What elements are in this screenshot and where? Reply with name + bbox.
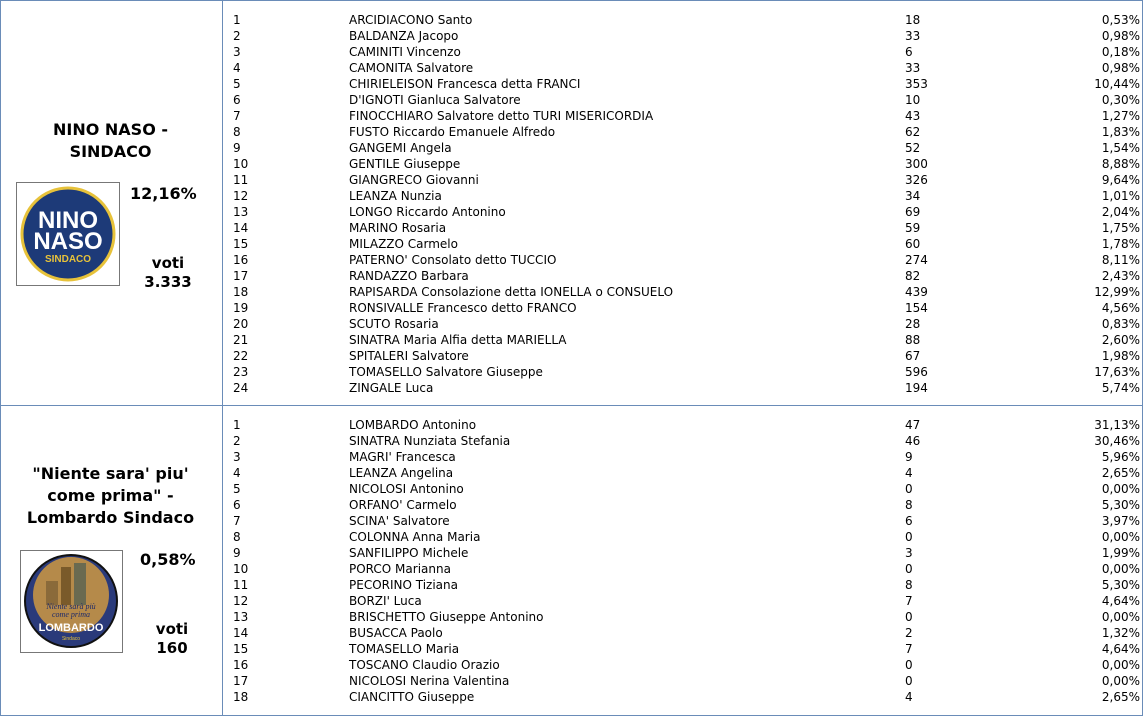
candidate-number: 12 [233,189,249,203]
candidate-row [223,417,1142,433]
candidate-percentage: 30,46% [1094,434,1140,448]
candidate-percentage: 1,78% [1101,237,1140,251]
list-info-panel [1,1,223,405]
candidate-name: LEANZA Angelina [349,466,454,480]
candidate-votes: 439 [905,285,928,299]
candidate-name: RANDAZZO Barbara [349,269,469,283]
candidate-row [223,316,1142,332]
candidate-votes: 18 [905,13,921,27]
candidate-row [223,625,1142,641]
candidate-number: 5 [233,77,241,91]
candidate-votes: 10 [905,93,921,107]
candidate-row [223,657,1142,673]
candidate-percentage: 0,00% [1101,482,1140,496]
candidate-row [223,268,1142,284]
candidate-name: CAMINITI Vincenzo [349,45,461,59]
candidate-row [223,44,1142,60]
candidate-name: SINATRA Maria Alfia detta MARIELLA [349,333,567,347]
candidate-number: 9 [233,546,241,560]
candidate-name: TOSCANO Claudio Orazio [349,658,500,672]
candidate-votes: 60 [905,237,921,251]
candidate-percentage: 9,64% [1101,173,1140,187]
candidate-votes: 33 [905,61,921,75]
svg-text:SINDACO: SINDACO [44,254,92,265]
candidate-percentage: 0,00% [1101,530,1140,544]
candidate-name: NICOLOSI Nerina Valentina [349,674,510,688]
candidate-percentage: 5,30% [1101,578,1140,592]
candidate-row [223,204,1142,220]
candidate-votes: 0 [905,658,913,672]
candidate-name: SCUTO Rosaria [349,317,439,331]
candidate-name: CIANCITTO Giuseppe [349,690,475,704]
candidate-name: D'IGNOTI Gianluca Salvatore [349,93,521,107]
candidate-number: 20 [233,317,249,331]
candidate-votes: 274 [905,253,928,267]
candidate-number: 8 [233,125,241,139]
candidate-name: CHIRIELEISON Francesca detta FRANCI [349,77,581,91]
candidate-number: 10 [233,157,249,171]
candidate-number: 16 [233,253,249,267]
candidate-number: 13 [233,205,249,219]
candidate-percentage: 2,65% [1101,466,1140,480]
candidate-percentage: 1,83% [1101,125,1140,139]
candidate-number: 24 [233,381,249,395]
candidate-percentage: 2,65% [1101,690,1140,704]
candidate-votes: 47 [905,418,921,432]
candidate-row [223,380,1142,396]
candidate-name: ZINGALE Luca [349,381,434,395]
candidate-percentage: 2,04% [1101,205,1140,219]
candidate-votes: 46 [905,434,921,448]
candidate-number: 11 [233,578,249,592]
candidate-row [223,188,1142,204]
candidate-votes: 0 [905,674,913,688]
candidate-percentage: 0,00% [1101,610,1140,624]
list-votes [133,254,203,292]
candidate-votes: 88 [905,333,921,347]
candidate-votes: 326 [905,173,928,187]
candidate-number: 11 [233,173,249,187]
candidate-row [223,236,1142,252]
candidate-number: 12 [233,594,249,608]
candidate-number: 18 [233,690,249,704]
candidate-percentage: 1,98% [1101,349,1140,363]
candidate-name: SCINA' Salvatore [349,514,450,528]
candidate-percentage: 1,32% [1101,626,1140,640]
candidate-votes: 52 [905,141,921,155]
candidate-number: 7 [233,514,241,528]
candidate-row [223,545,1142,561]
candidate-percentage: 5,30% [1101,498,1140,512]
candidate-number: 6 [233,93,241,107]
candidate-percentage: 0,53% [1101,13,1140,27]
candidate-number: 17 [233,674,249,688]
candidate-row [223,497,1142,513]
candidate-votes: 0 [905,610,913,624]
candidate-row [223,689,1142,705]
candidate-votes: 194 [905,381,928,395]
candidate-percentage: 8,11% [1101,253,1140,267]
candidate-number: 1 [233,13,241,27]
candidate-number: 7 [233,109,241,123]
candidate-row [223,593,1142,609]
candidate-row [223,108,1142,124]
candidate-percentage: 1,99% [1101,546,1140,560]
candidate-name: CAMONITA Salvatore [349,61,474,75]
candidate-number: 17 [233,269,249,283]
candidate-votes: 59 [905,221,921,235]
candidate-number: 8 [233,530,241,544]
candidate-percentage: 8,88% [1101,157,1140,171]
svg-text:Niente sarà più: Niente sarà più [46,602,96,611]
candidate-name: LEANZA Nunzia [349,189,442,203]
candidate-number: 13 [233,610,249,624]
candidate-number: 15 [233,237,249,251]
votes-value: 3.333 [144,273,192,291]
candidate-name: MARINO Rosaria [349,221,447,235]
candidate-name: FUSTO Riccardo Emanuele Alfredo [349,125,556,139]
candidate-votes: 4 [905,690,913,704]
candidate-name: BORZI' Luca [349,594,422,608]
candidate-votes: 2 [905,626,913,640]
candidate-percentage: 0,00% [1101,658,1140,672]
candidate-name: FINOCCHIARO Salvatore detto TURI MISERICORDIA [349,109,654,123]
candidate-table [223,417,1142,705]
candidate-name: SPITALERI Salvatore [349,349,469,363]
candidate-votes: 67 [905,349,921,363]
candidate-number: 3 [233,45,241,59]
candidate-name: BRISCHETTO Giuseppe Antonino [349,610,544,624]
candidate-row [223,172,1142,188]
votes-label: voti [151,254,185,272]
candidate-number: 1 [233,418,241,432]
candidate-votes: 62 [905,125,921,139]
svg-text:come prima: come prima [52,610,90,619]
candidate-row [223,76,1142,92]
candidate-row [223,641,1142,657]
candidate-row [223,673,1142,689]
nino-naso-logo-icon [17,183,119,285]
candidate-row [223,513,1142,529]
candidate-row [223,12,1142,28]
list-votes [137,620,207,658]
candidate-row [223,609,1142,625]
candidate-name: BUSACCA Paolo [349,626,443,640]
candidate-percentage: 4,56% [1101,301,1140,315]
list-name-line: NINO NASO - [52,120,168,139]
candidate-name: LONGO Riccardo Antonino [349,205,506,219]
candidate-row [223,449,1142,465]
list-name-line: SINDACO [69,142,152,161]
candidate-votes: 8 [905,498,913,512]
candidate-percentage: 4,64% [1101,594,1140,608]
candidate-name: GANGEMI Angela [349,141,452,155]
candidate-row [223,481,1142,497]
list-name [5,463,216,529]
candidate-votes: 28 [905,317,921,331]
candidate-votes: 33 [905,29,921,43]
candidate-votes: 0 [905,482,913,496]
candidate-percentage: 0,98% [1101,61,1140,75]
svg-text:Sindaco: Sindaco [61,636,81,642]
candidate-number: 6 [233,498,241,512]
list-logo [16,182,120,286]
candidate-percentage: 17,63% [1094,365,1140,379]
list-percentage: 0,58% [140,550,196,569]
candidate-name: PECORINO Tiziana [349,578,458,592]
candidate-percentage: 0,00% [1101,674,1140,688]
candidate-number: 3 [233,450,241,464]
candidate-row [223,284,1142,300]
candidate-table [223,12,1142,396]
candidate-row [223,332,1142,348]
candidate-percentage: 1,75% [1101,221,1140,235]
candidate-number: 19 [233,301,249,315]
candidate-name: TOMASELLO Salvatore Giuseppe [349,365,543,379]
candidate-percentage: 10,44% [1094,77,1140,91]
candidate-row [223,364,1142,380]
candidate-percentage: 1,54% [1101,141,1140,155]
candidate-number: 9 [233,141,241,155]
candidate-number: 22 [233,349,249,363]
svg-text:NINO: NINO [38,207,98,234]
candidate-percentage: 12,99% [1094,285,1140,299]
votes-label: voti [155,620,189,638]
candidate-name: MAGRI' Francesca [349,450,456,464]
candidate-row [223,529,1142,545]
candidate-votes: 0 [905,530,913,544]
candidate-number: 4 [233,61,241,75]
candidate-votes: 9 [905,450,913,464]
candidate-percentage: 4,64% [1101,642,1140,656]
candidate-percentage: 1,01% [1101,189,1140,203]
candidate-row [223,252,1142,268]
candidate-number: 2 [233,434,241,448]
candidate-percentage: 3,97% [1101,514,1140,528]
candidate-name: SINATRA Nunziata Stefania [349,434,511,448]
candidate-number: 10 [233,562,249,576]
candidate-percentage: 2,43% [1101,269,1140,283]
candidate-name: ORFANO' Carmelo [349,498,457,512]
candidate-number: 2 [233,29,241,43]
candidate-votes: 6 [905,514,913,528]
candidate-percentage: 5,74% [1101,381,1140,395]
candidate-row [223,60,1142,76]
list-info-panel [1,406,223,715]
candidate-votes: 3 [905,546,913,560]
candidate-row [223,156,1142,172]
candidate-number: 16 [233,658,249,672]
list-name-line: "Niente sara' piu' [32,464,189,483]
svg-text:LOMBARDO: LOMBARDO [38,622,104,634]
candidate-votes: 353 [905,77,928,91]
votes-value: 160 [156,639,188,657]
candidate-number: 18 [233,285,249,299]
candidate-row [223,300,1142,316]
candidate-percentage: 5,96% [1101,450,1140,464]
candidate-votes: 43 [905,109,921,123]
candidate-percentage: 31,13% [1094,418,1140,432]
list-name [5,119,216,163]
candidate-row [223,140,1142,156]
candidate-number: 14 [233,626,249,640]
candidate-votes: 7 [905,642,913,656]
candidate-name: BALDANZA Jacopo [349,29,459,43]
candidate-row [223,124,1142,140]
candidate-votes: 596 [905,365,928,379]
candidate-percentage: 2,60% [1101,333,1140,347]
candidate-name: MILAZZO Carmelo [349,237,458,251]
lombardo-logo-icon [21,551,122,652]
candidate-row [223,28,1142,44]
candidate-number: 5 [233,482,241,496]
candidate-name: PORCO Marianna [349,562,451,576]
candidate-row [223,92,1142,108]
candidate-name: RAPISARDA Consolazione detta IONELLA o CONSUELO [349,285,674,299]
candidate-percentage: 0,30% [1101,93,1140,107]
list-block-lombardo [0,406,1143,716]
candidate-number: 21 [233,333,249,347]
candidate-percentage: 1,27% [1101,109,1140,123]
candidate-name: LOMBARDO Antonino [349,418,477,432]
candidate-row [223,220,1142,236]
candidate-votes: 7 [905,594,913,608]
candidate-name: GIANGRECO Giovanni [349,173,479,187]
candidate-number: 15 [233,642,249,656]
candidate-row [223,348,1142,364]
candidate-number: 14 [233,221,249,235]
candidate-percentage: 0,00% [1101,562,1140,576]
list-name-line: come prima" - [47,486,174,505]
candidate-votes: 82 [905,269,921,283]
candidate-row [223,433,1142,449]
candidate-name: PATERNO' Consolato detto TUCCIO [349,253,557,267]
candidate-name: NICOLOSI Antonino [349,482,464,496]
candidate-percentage: 0,98% [1101,29,1140,43]
candidate-row [223,465,1142,481]
candidate-name: TOMASELLO Maria [349,642,460,656]
candidate-name: SANFILIPPO Michele [349,546,469,560]
candidate-name: RONSIVALLE Francesco detto FRANCO [349,301,577,315]
candidate-name: COLONNA Anna Maria [349,530,481,544]
list-percentage: 12,16% [130,184,197,203]
candidate-row [223,561,1142,577]
svg-text:NASO: NASO [33,228,103,255]
candidate-votes: 6 [905,45,913,59]
candidate-percentage: 0,83% [1101,317,1140,331]
candidate-votes: 34 [905,189,921,203]
list-logo [20,550,123,653]
candidate-votes: 300 [905,157,928,171]
candidate-name: GENTILE Giuseppe [349,157,461,171]
candidate-percentage: 0,18% [1101,45,1140,59]
candidate-votes: 69 [905,205,921,219]
candidate-votes: 154 [905,301,928,315]
candidate-row [223,577,1142,593]
candidate-votes: 8 [905,578,913,592]
candidate-votes: 0 [905,562,913,576]
candidate-name: ARCIDIACONO Santo [349,13,473,27]
candidate-number: 4 [233,466,241,480]
candidate-votes: 4 [905,466,913,480]
list-name-line: Lombardo Sindaco [26,508,195,527]
candidate-number: 23 [233,365,249,379]
